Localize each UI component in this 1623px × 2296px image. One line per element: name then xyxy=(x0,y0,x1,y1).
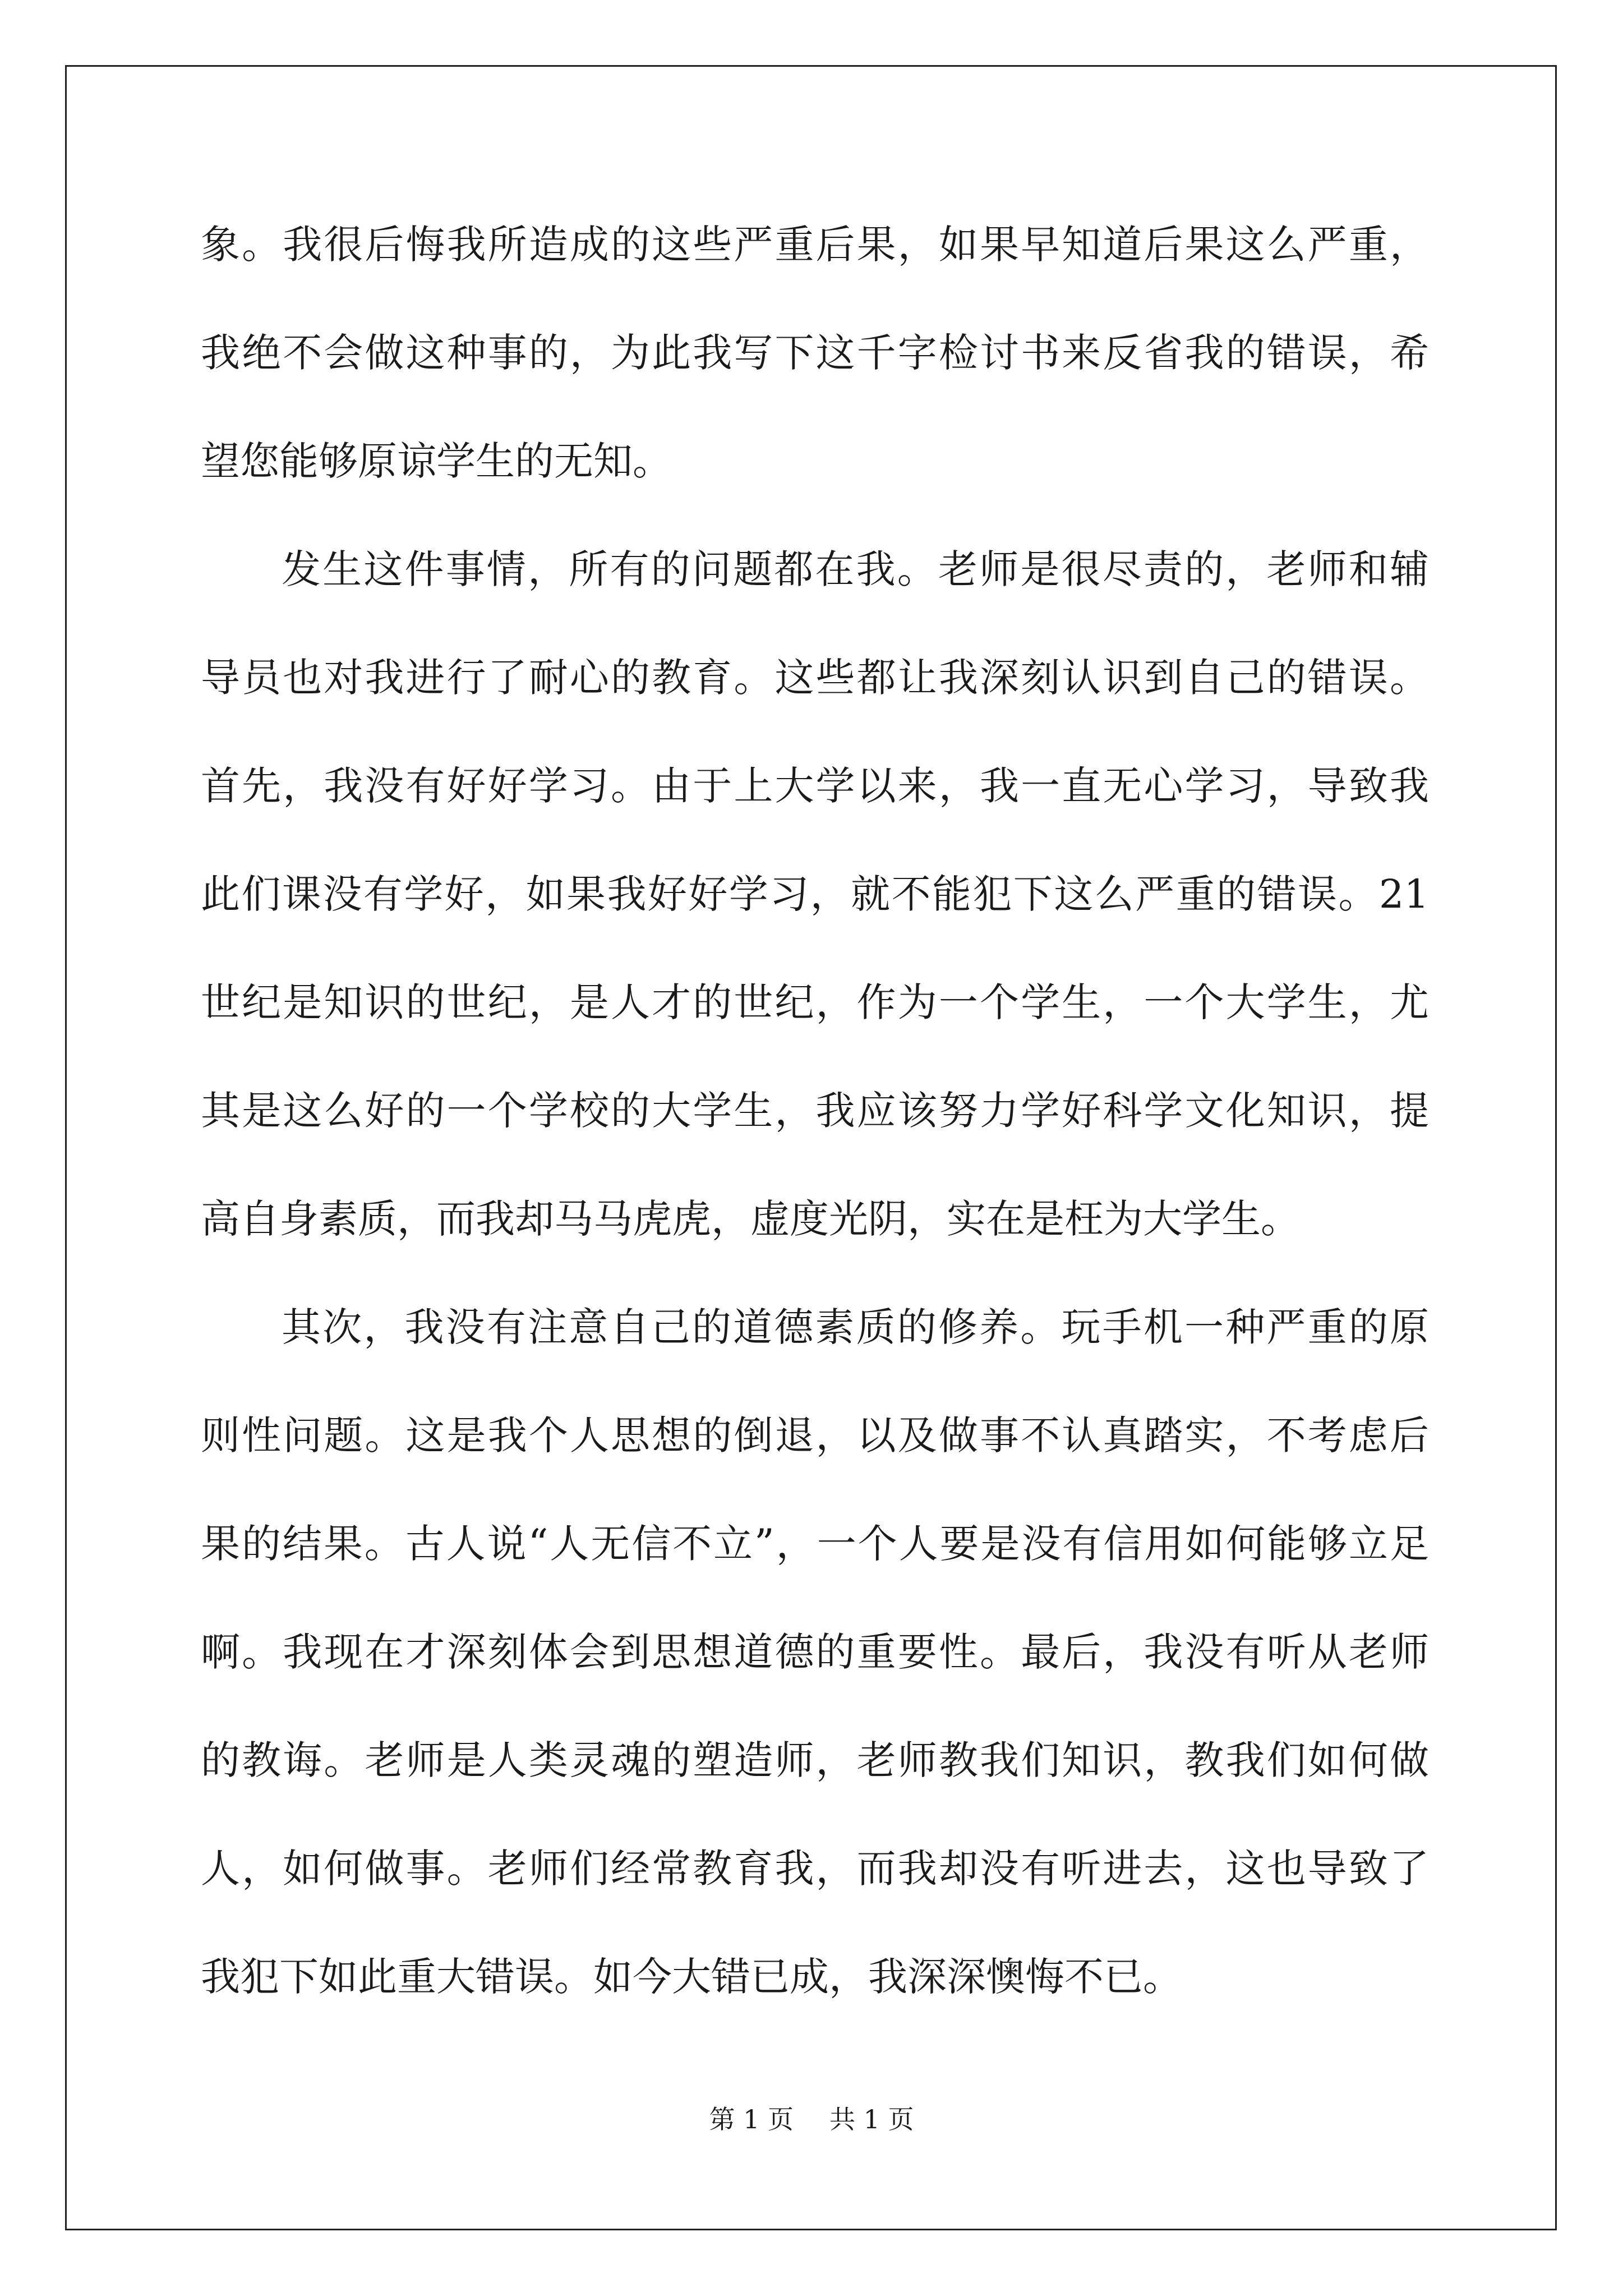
text-line: 发生这件事情，所有的问题都在我。老师是很尽责的，老师和辅 xyxy=(282,546,1429,592)
text-line: 啊。我现在才深刻体会到思想道德的重要性。最后，我没有听从老师 xyxy=(201,1629,1429,1675)
text-line: 其次，我没有注意自己的道德素质的修养。玩手机一种严重的原 xyxy=(282,1304,1429,1350)
text-line: 导员也对我进行了耐心的教育。这些都让我深刻认识到自己的错误。 xyxy=(201,655,1429,701)
text-line: 象。我很后悔我所造成的这些严重后果，如果早知道后果这么严重， xyxy=(201,222,1429,268)
text-line: 首先，我没有好好学习。由于上大学以来，我一直无心学习，导致我 xyxy=(201,763,1429,809)
text-line: 望您能够原谅学生的无知。 xyxy=(201,438,672,484)
text-line: 的教诲。老师是人类灵魂的塑造师，老师教我们知识，教我们如何做 xyxy=(201,1737,1429,1783)
text-line: 我绝不会做这种事的，为此我写下这千字检讨书来反省我的错误，希 xyxy=(201,330,1429,376)
text-line: 则性问题。这是我个人思想的倒退，以及做事不认真踏实，不考虑后 xyxy=(201,1412,1429,1458)
text-line: 世纪是知识的世纪，是人才的世纪，作为一个学生，一个大学生，尤 xyxy=(201,979,1429,1025)
text-line: 其是这么好的一个学校的大学生，我应该努力学好科学文化知识，提 xyxy=(201,1088,1429,1134)
document-body xyxy=(201,191,1429,2031)
page-total: 共 1 页 xyxy=(829,2104,914,2134)
text-line: 此们课没有学好，如果我好好学习，就不能犯下这么严重的错误。21 xyxy=(201,871,1429,917)
page-footer xyxy=(0,2102,1623,2136)
text-line: 人，如何做事。老师们经常教育我，而我却没有听进去，这也导致了 xyxy=(201,1846,1429,1892)
text-line: 我犯下如此重大错误。如今大错已成，我深深懊悔不已。 xyxy=(201,1954,1182,2000)
page-number: 第 1 页 xyxy=(709,2104,794,2134)
text-line: 果的结果。古人说“人无信不立”，一个人要是没有信用如何能够立足 xyxy=(201,1521,1429,1567)
text-line: 高自身素质，而我却马马虎虎，虚度光阴，实在是枉为大学生。 xyxy=(201,1196,1300,1242)
